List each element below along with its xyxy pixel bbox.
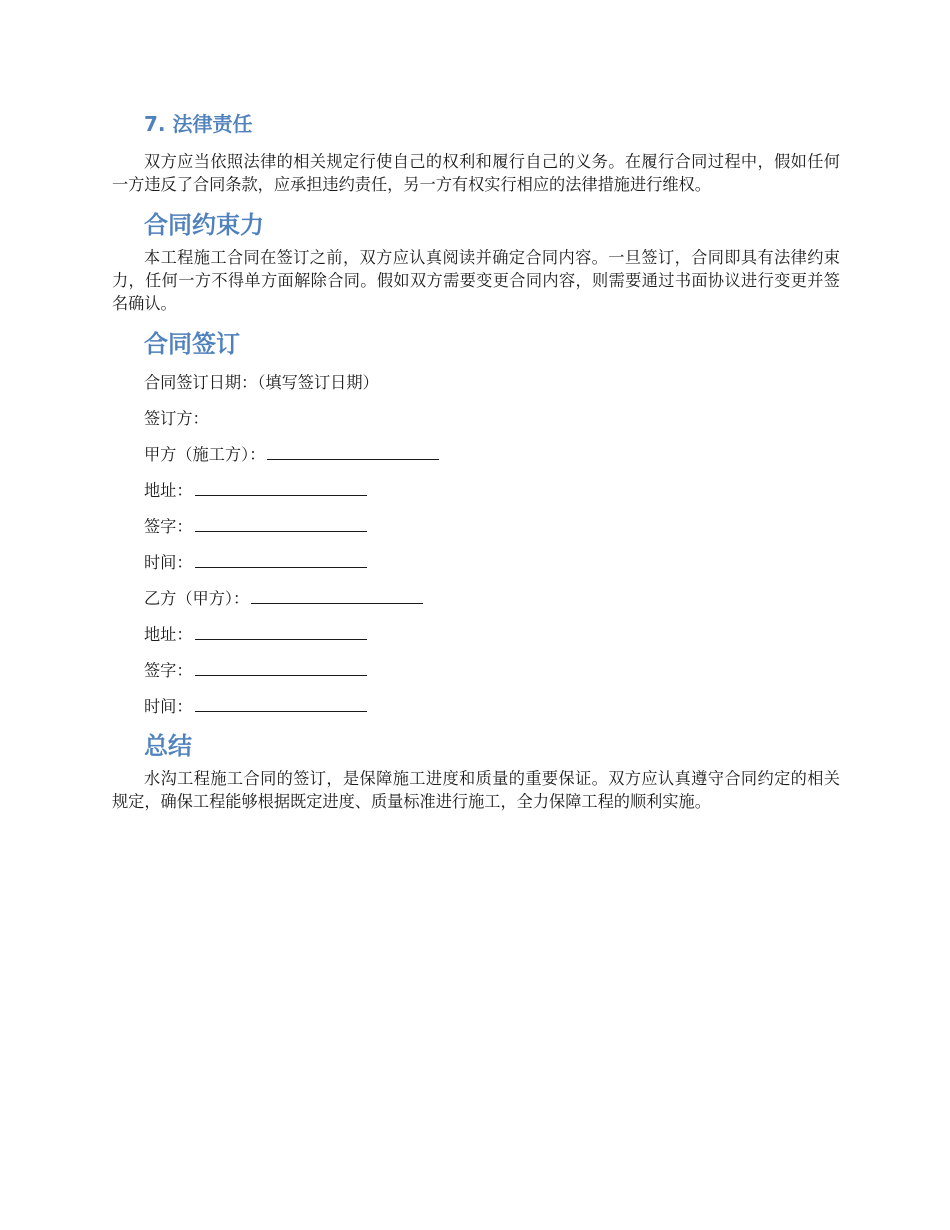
party-b-time-blank — [195, 697, 367, 712]
contract-binding-heading: 合同约束力 — [144, 211, 264, 239]
signers-label: 签订方： — [144, 409, 209, 428]
party-a-signature-line — [144, 509, 840, 545]
party-a-address-label: 地址： — [144, 481, 193, 500]
party-b-time-line — [144, 689, 840, 725]
signing-date-line: 合同签订日期：（填写签订日期） — [144, 373, 379, 392]
party-a-address-line — [144, 473, 840, 509]
party-a-signature-label: 签字： — [144, 517, 193, 536]
party-b-label: 乙方（甲方）： — [144, 589, 250, 608]
party-b-line — [144, 581, 840, 617]
summary-heading: 总结 — [144, 732, 192, 760]
party-a-time-line — [144, 545, 840, 581]
party-a-signature-blank — [195, 517, 367, 532]
party-b-signature-line — [144, 653, 840, 689]
party-b-address-label: 地址： — [144, 625, 193, 644]
contract-signing-heading: 合同签订 — [144, 330, 240, 358]
legal-liability-paragraph: 双方应当依照法律的相关规定行使自己的权利和履行自己的义务。在履行合同过程中，假如任何一方违反了合同条款，应承担违约责任，另一方有权实行相应的法律措施进行维权。 — [112, 152, 840, 194]
party-a-line — [144, 437, 840, 473]
legal-liability-heading: 7. 法律责任 — [144, 112, 253, 136]
document-page — [112, 108, 840, 825]
contract-binding-paragraph: 本工程施工合同在签订之前，双方应认真阅读并确定合同内容。一旦签订，合同即具有法律约束力，任何一方不得单方面解除合同。假如双方需要变更合同内容，则需要通过书面协议进行变更并签名确认。 — [112, 248, 840, 313]
party-b-blank — [251, 589, 423, 604]
party-b-signature-label: 签字： — [144, 661, 193, 680]
party-a-time-blank — [195, 553, 367, 568]
party-b-time-label: 时间： — [144, 697, 193, 716]
summary-paragraph: 水沟工程施工合同的签订，是保障施工进度和质量的重要保证。双方应认真遵守合同约定的相关规定，确保工程能够根据既定进度、质量标准进行施工，全力保障工程的顺利实施。 — [112, 769, 840, 811]
party-b-address-line — [144, 617, 840, 653]
party-b-address-blank — [195, 625, 367, 640]
party-a-blank — [267, 445, 439, 460]
party-a-time-label: 时间： — [144, 553, 193, 572]
party-a-label: 甲方（施工方）： — [144, 445, 266, 464]
party-b-signature-blank — [195, 661, 367, 676]
party-a-address-blank — [195, 481, 367, 496]
